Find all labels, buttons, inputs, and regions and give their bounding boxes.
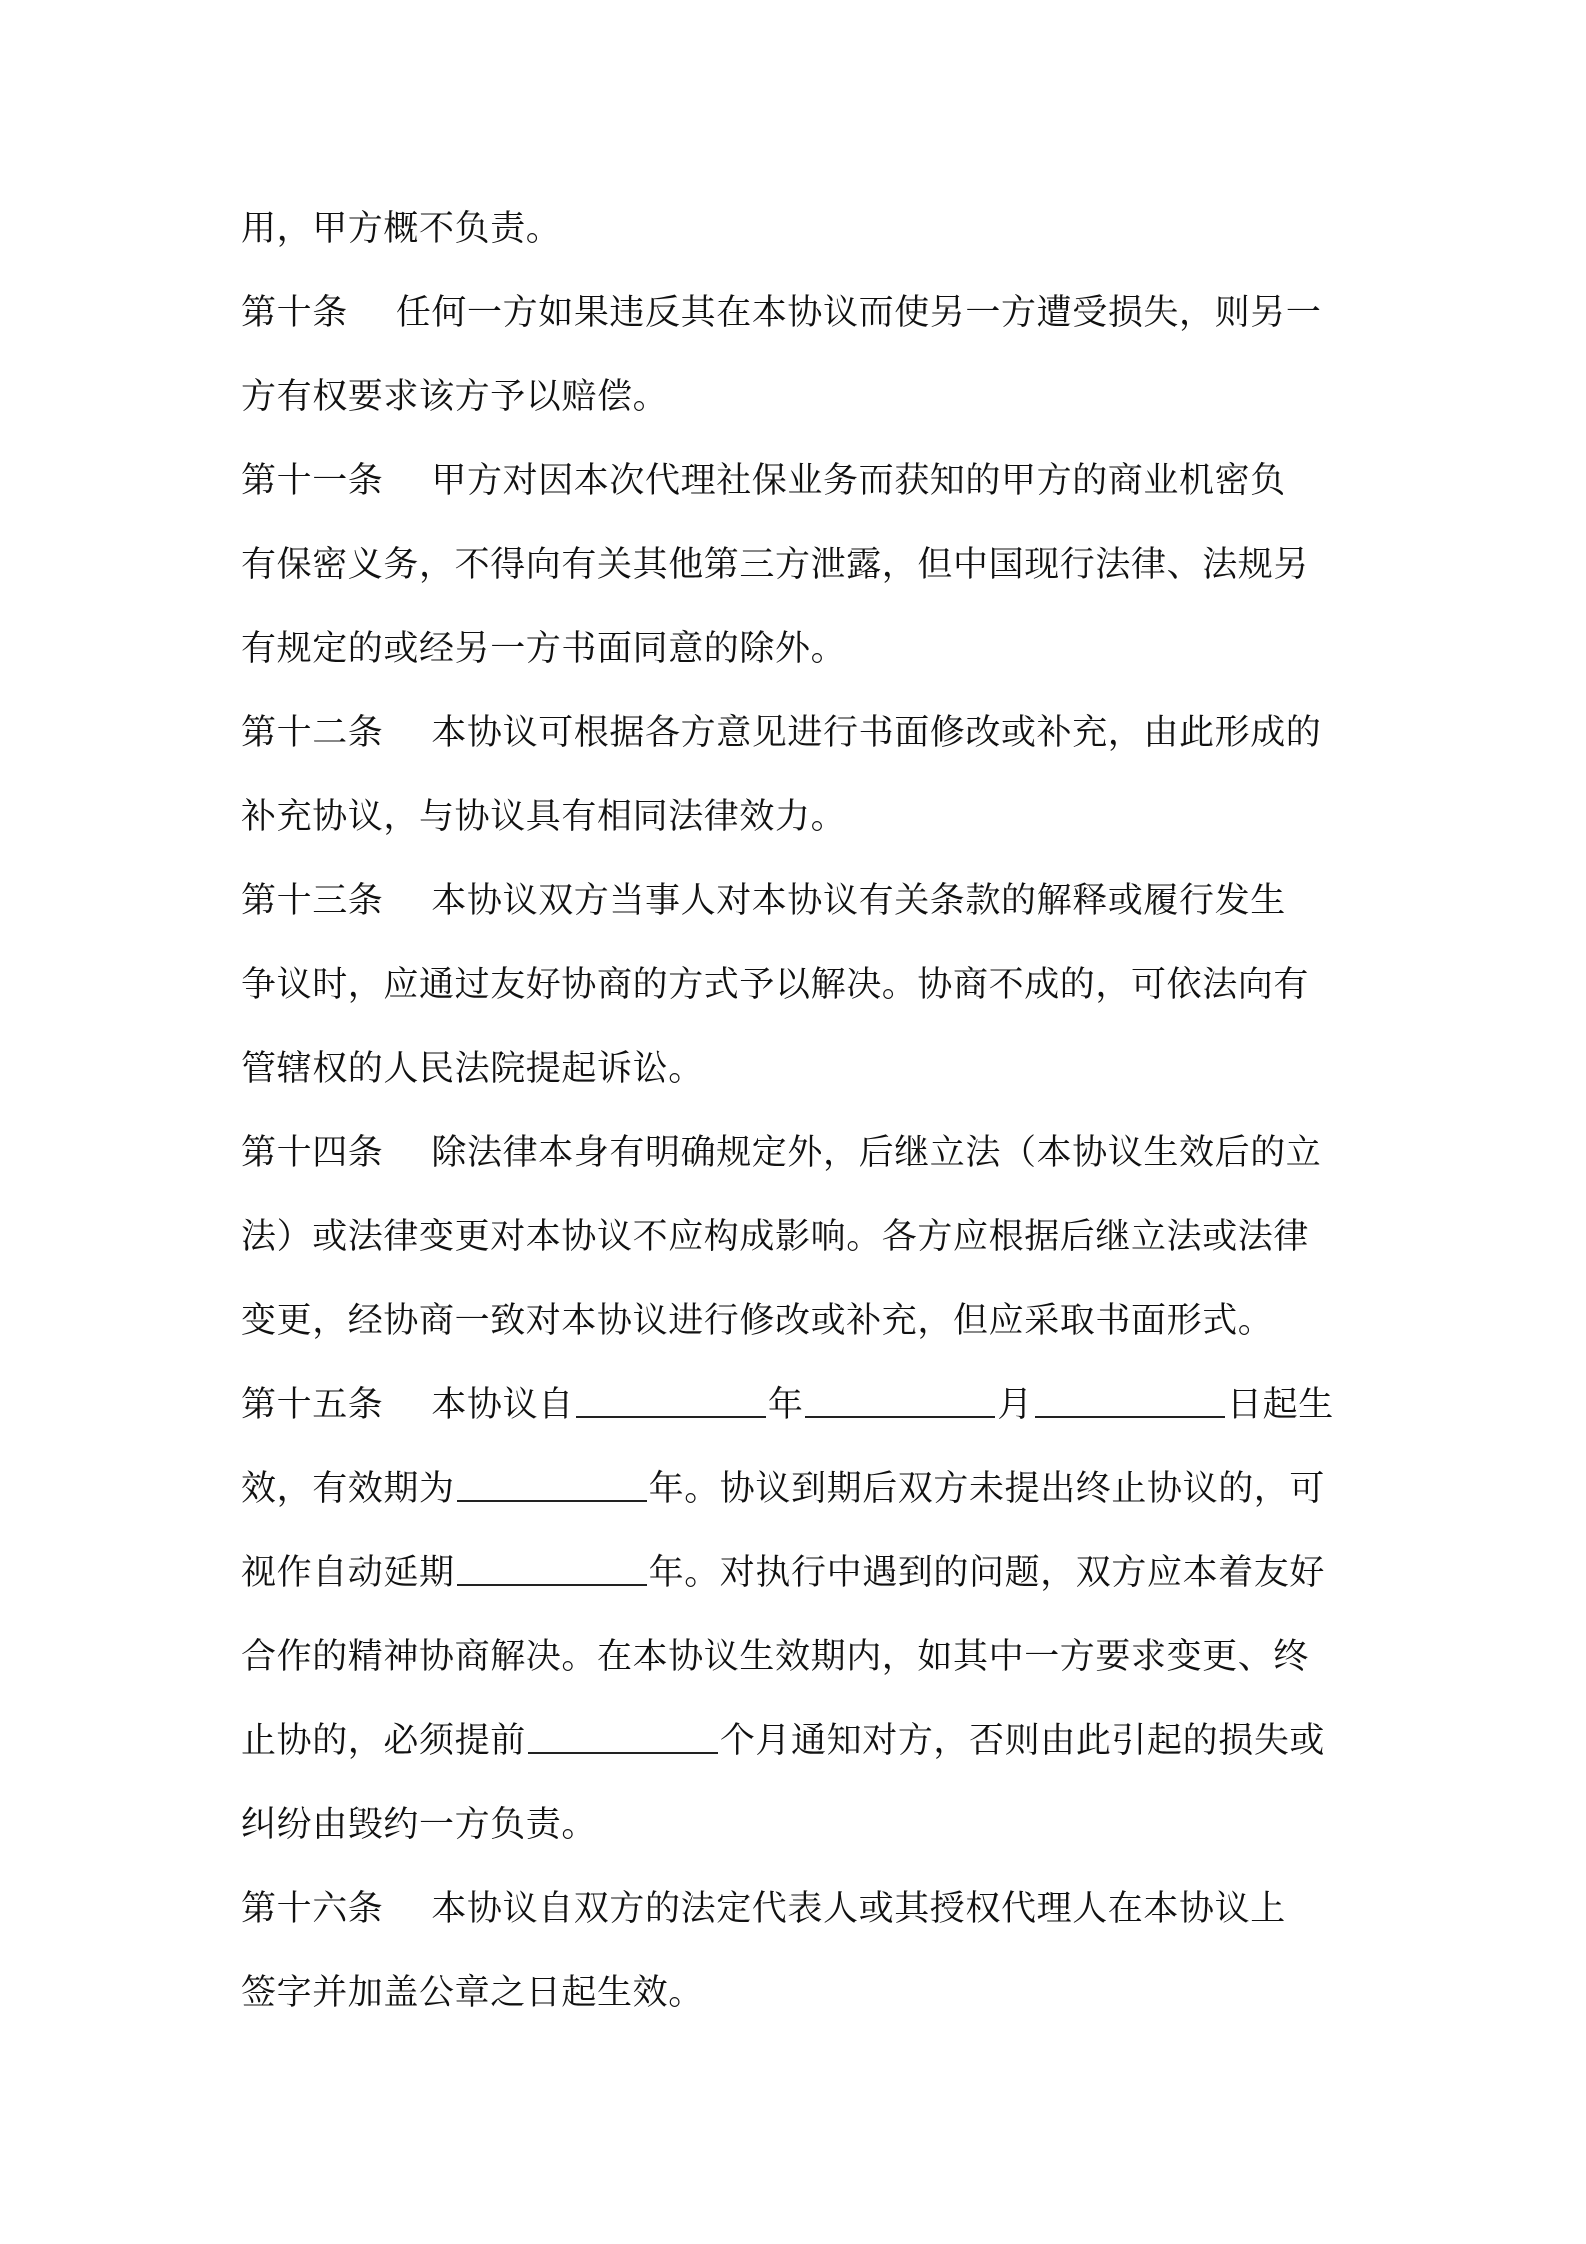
paragraph-line (241, 792, 1361, 842)
line-text: 法）或法律变更对本协议不应构成影响。各方应根据后继立法或法律 (241, 1217, 1310, 1257)
line-text: 甲方对因本次代理社保业务而获知的甲方的商业机密负 (431, 461, 1286, 501)
line-text: 年。协议到期后双方未提出终止协议的，可 (648, 1469, 1326, 1509)
article-heading: 第十四条 (241, 1133, 384, 1173)
blank-field (457, 1550, 647, 1586)
article-11-line (241, 456, 1361, 506)
line-text: 本协议自双方的法定代表人或其授权代理人在本协议上 (431, 1889, 1286, 1929)
line-text: 本协议双方当事人对本协议有关条款的解释或履行发生 (431, 881, 1286, 921)
line-text: 用，甲方概不负责。 (241, 209, 562, 249)
line-text: 签字并加盖公章之日起生效。 (241, 1973, 704, 2013)
line-text: 个月通知对方，否则由此引起的损失或 (719, 1721, 1326, 1761)
line-text: 本协议自 (431, 1385, 574, 1425)
paragraph-line (241, 1044, 1361, 1094)
line-text: 管辖权的人民法院提起诉讼。 (241, 1049, 704, 1089)
paragraph-line (241, 1212, 1361, 1262)
blank-field (457, 1466, 647, 1502)
paragraph-line (241, 960, 1361, 1010)
paragraph-line (241, 624, 1361, 674)
line-text: 止协的，必须提前 (241, 1721, 526, 1761)
blank-field (1035, 1382, 1225, 1418)
paragraph-line (241, 1800, 1361, 1850)
article-13-line (241, 876, 1361, 926)
line-text: 任何一方如果违反其在本协议而使另一方遭受损失，则另一 (395, 293, 1322, 333)
line-text: 合作的精神协商解决。在本协议生效期内，如其中一方要求变更、终 (241, 1637, 1310, 1677)
article-15-line (241, 1380, 1361, 1430)
article-16-line (241, 1884, 1361, 1934)
paragraph-line (241, 1548, 1361, 1598)
article-heading: 第十三条 (241, 881, 384, 921)
blank-field (576, 1382, 766, 1418)
line-text: 月 (997, 1385, 1034, 1425)
line-text: 纠纷由毁约一方负责。 (241, 1805, 598, 1845)
line-text: 争议时，应通过友好协商的方式予以解决。协商不成的，可依法向有 (241, 965, 1310, 1005)
line-text: 有规定的或经另一方书面同意的除外。 (241, 629, 847, 669)
line-text: 方有权要求该方予以赔偿。 (241, 377, 669, 417)
article-12-line (241, 708, 1361, 758)
blank-field (528, 1718, 718, 1754)
article-heading: 第十五条 (241, 1385, 384, 1425)
article-10-line (241, 288, 1361, 338)
line-text: 变更，经协商一致对本协议进行修改或补充，但应采取书面形式。 (241, 1301, 1274, 1341)
article-heading: 第十条 (241, 293, 348, 333)
paragraph-line (241, 1296, 1361, 1346)
paragraph-line (241, 1632, 1361, 1682)
line-text: 效，有效期为 (241, 1469, 455, 1509)
line-text: 年。对执行中遇到的问题，双方应本着友好 (648, 1553, 1326, 1593)
line-text: 年 (767, 1385, 804, 1425)
line-text: 视作自动延期 (241, 1553, 455, 1593)
paragraph-line (241, 1716, 1361, 1766)
article-14-line (241, 1128, 1361, 1178)
article-heading: 第十六条 (241, 1889, 384, 1929)
line-text: 日起生 (1227, 1385, 1334, 1425)
paragraph-line (241, 540, 1361, 590)
paragraph-line (241, 204, 1361, 254)
line-text: 补充协议，与协议具有相同法律效力。 (241, 797, 847, 837)
blank-field (805, 1382, 995, 1418)
line-text: 除法律本身有明确规定外，后继立法（本协议生效后的立 (431, 1133, 1322, 1173)
article-heading: 第十一条 (241, 461, 384, 501)
line-text: 有保密义务，不得向有关其他第三方泄露，但中国现行法律、法规另 (241, 545, 1310, 585)
paragraph-line (241, 372, 1361, 422)
line-text: 本协议可根据各方意见进行书面修改或补充，由此形成的 (431, 713, 1322, 753)
article-heading: 第十二条 (241, 713, 384, 753)
paragraph-line (241, 1464, 1361, 1514)
paragraph-line (241, 1968, 1361, 2018)
